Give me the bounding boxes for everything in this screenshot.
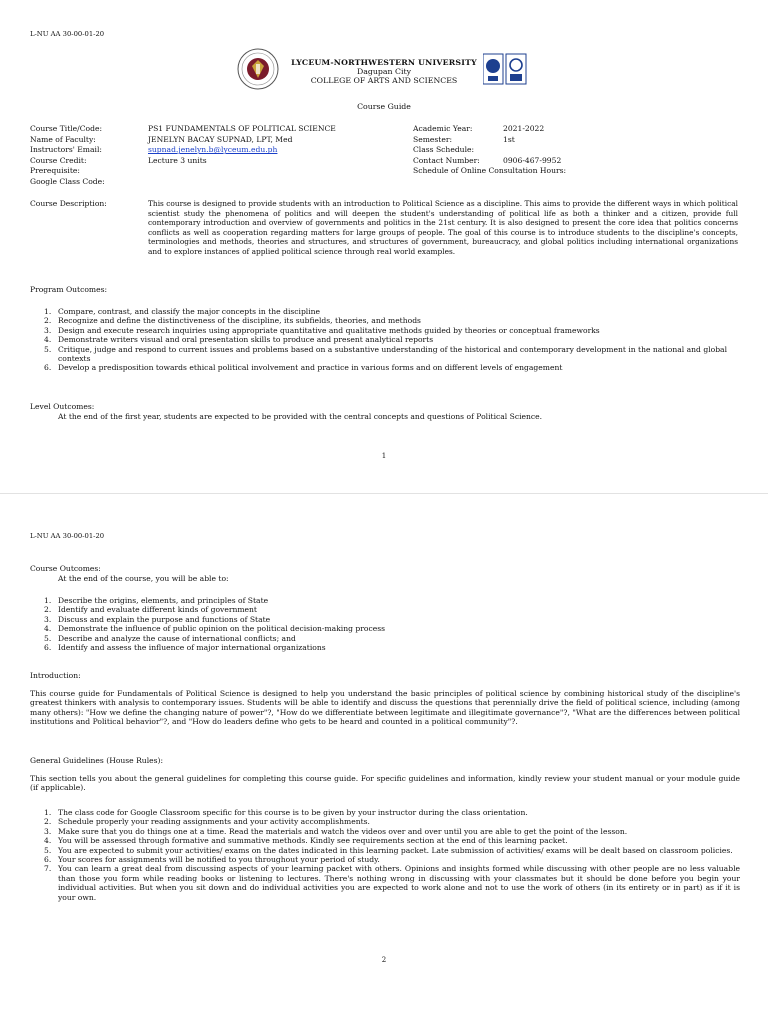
list-item: Demonstrate the influence of public opinion on the political decision-making process: [58, 624, 386, 634]
university-block: [0, 58, 768, 86]
info-row: [30, 124, 740, 135]
document-page-2: [0, 510, 768, 1024]
course-outcomes-label: Course Outcomes:: [30, 564, 101, 573]
prerequisite-label: Prerequisite:: [30, 166, 80, 176]
instructor-email-link[interactable]: supnad.jenelyn.b@lyceum.edu.ph: [148, 145, 278, 155]
document-header: [0, 48, 768, 100]
college-name: COLLEGE OF ARTS AND SCIENCES: [310, 76, 458, 86]
list-item: Identify and evaluate different kinds of government: [58, 605, 257, 615]
email-label: Instructors' Email:: [30, 145, 102, 155]
faculty-label: Name of Faculty:: [30, 134, 96, 144]
list-item: You can learn a great deal from discussing aspects of your learning packet with others. Opinions and insights formed while discussing with other people are no less valuable than those you form while reading books or listening to lectures. There's nothing wrong in discussing with your classmates but it should be done before you begin your individual activities. But when you sit down and do individual activities you are expected to work alone and not to use the work of others (in its entirety or in part) as if it is your own.: [58, 864, 740, 902]
faculty-value: JENELYN BACAY SUPNAD, LPT, Med: [148, 134, 293, 144]
course-outcomes-intro: At the end of the course, you will be able to:: [58, 574, 229, 583]
info-row: [30, 135, 740, 146]
list-item: Develop a predisposition towards ethical political involvement and practice in various forms and on different levels of engagement: [58, 363, 563, 373]
course-title-value: PS1 FUNDAMENTALS OF POLITICAL SCIENCE: [148, 124, 336, 133]
program-outcomes-list: [30, 307, 740, 373]
page-divider: [0, 493, 768, 494]
list-item: You will be assessed through formative and summative methods. Kindly see requirements section at the end of this learning packet.: [58, 836, 568, 846]
google-class-code-label: Google Class Code:: [30, 176, 105, 186]
course-outcomes-list: [30, 596, 740, 652]
introduction-text: This course guide for Fundamentals of Political Science is designed to help you understand the basic principles of political science by combining historical study of the discipline's greatest thinkers with analysis to contemporary issues. Students will be able to identify and discuss the questions that perennially drive the field of political science, including (among many others): "How we define the changing nature of power"?, "How do we differentiate between legitimate and illegitimate governance"?, "What are the differences between political institutions and Political behavior"?, and "How do leaders define who gets to be heard and counted in a political community"?.: [30, 689, 740, 727]
document-page-1: [0, 0, 768, 480]
list-item: Make sure that you do things one at a time. Read the materials and watch the videos over and over until you are able to get the point of the lesson.: [58, 826, 628, 836]
semester-value: 1st: [503, 134, 515, 144]
university-city: Dagupan City: [356, 67, 412, 77]
level-outcomes-text: At the end of the first year, students are expected to be provided with the central concepts and questions of Political Science.: [58, 412, 543, 421]
level-outcomes-label: Level Outcomes:: [30, 402, 95, 411]
course-guide-title: Course Guide: [357, 102, 411, 111]
course-info-table: [30, 124, 740, 188]
list-item: You are expected to submit your activities/ exams on the dates indicated in this learning packet. Late submission of activities/ exams will be dealt based on classroom policies.: [58, 845, 733, 855]
program-outcomes-label: Program Outcomes:: [30, 285, 108, 294]
course-description-label: Course Description:: [30, 199, 107, 208]
class-schedule-label: Class Schedule:: [413, 145, 475, 155]
info-row: [30, 166, 740, 177]
page-number: 1: [381, 452, 387, 460]
list-item: Discuss and explain the purpose and functions of State: [58, 614, 271, 624]
guidelines-label: General Guidelines (House Rules):: [30, 756, 164, 765]
list-item: Describe and analyze the cause of international conflicts; and: [58, 633, 296, 643]
contact-number-label: Contact Number:: [413, 155, 480, 165]
university-name: LYCEUM-NORTHWESTERN UNIVERSITY: [291, 58, 477, 67]
info-row: [30, 177, 740, 188]
page-number: 2: [381, 956, 387, 964]
list-item: Identify and assess the influence of major international organizations: [58, 643, 326, 653]
guidelines-list: [30, 808, 740, 902]
academic-year-label: Academic Year:: [413, 124, 473, 133]
introduction-label: Introduction:: [30, 671, 81, 680]
document-code: L-NU AA 30-00-01-20: [30, 30, 105, 38]
list-item: Recognize and define the distinctiveness of the discipline, its subfields, theories, and methods: [58, 316, 421, 326]
course-title-label: Course Title/Code:: [30, 124, 103, 133]
course-description-text: This course is designed to provide students with an introduction to Political Science as a discipline. This aims to provide the different ways in which political scientist study the phenomena of politics and will deepen the student's understanding of political life as both a thinker and a citizen, provide full contemporary introduction and overview of governments and politics in the 21st century. It is also designed to present the core idea that politics concerns conflicts as well as cooperation regarding matters for large groups of people. The goal of this course is to introduce students to the discipline's concepts, terminologies and methods, theories and structures, and structures of government, bureaucracy, and global politics including international organizations and to explore instances of applied political science through real world examples.: [148, 199, 738, 256]
list-item: Compare, contrast, and classify the major concepts in the discipline: [58, 307, 321, 316]
semester-label: Semester:: [413, 134, 453, 144]
document-code: L-NU AA 30-00-01-20: [30, 532, 105, 540]
guidelines-intro: This section tells you about the general guidelines for completing this course guide. For specific guidelines and information, kindly review your student manual or your module guide (if applicable).: [30, 774, 740, 793]
list-item: Your scores for assignments will be notified to you throughout your period of study.: [58, 855, 380, 865]
course-credit-label: Course Credit:: [30, 155, 87, 165]
course-credit-value: Lecture 3 units: [148, 155, 207, 165]
list-item: Schedule properly your reading assignments and your activity accomplishments.: [58, 817, 370, 827]
academic-year-value: 2021-2022: [503, 124, 545, 133]
list-item: The class code for Google Classroom specific for this course is to be given by your instructor during the class orientation.: [58, 808, 528, 817]
list-item: Design and execute research inquiries using appropriate quantitative and qualitative methods guided by theories or conceptual frameworks: [58, 325, 600, 335]
list-item: Critique, judge and respond to current issues and problems based on a substantive understanding of the historical and contemporary development in the national and global contexts: [58, 344, 728, 364]
list-item: Demonstrate writers visual and oral presentation skills to produce and present analytical reports: [58, 335, 434, 345]
list-item: Describe the origins, elements, and principles of State: [58, 596, 269, 605]
iso-certification-icon: [483, 52, 527, 86]
info-row: [30, 156, 740, 167]
contact-number-value: 0906-467-9952: [503, 155, 562, 165]
info-row: [30, 145, 740, 156]
consultation-hours-label: Schedule of Online Consultation Hours:: [413, 166, 567, 176]
